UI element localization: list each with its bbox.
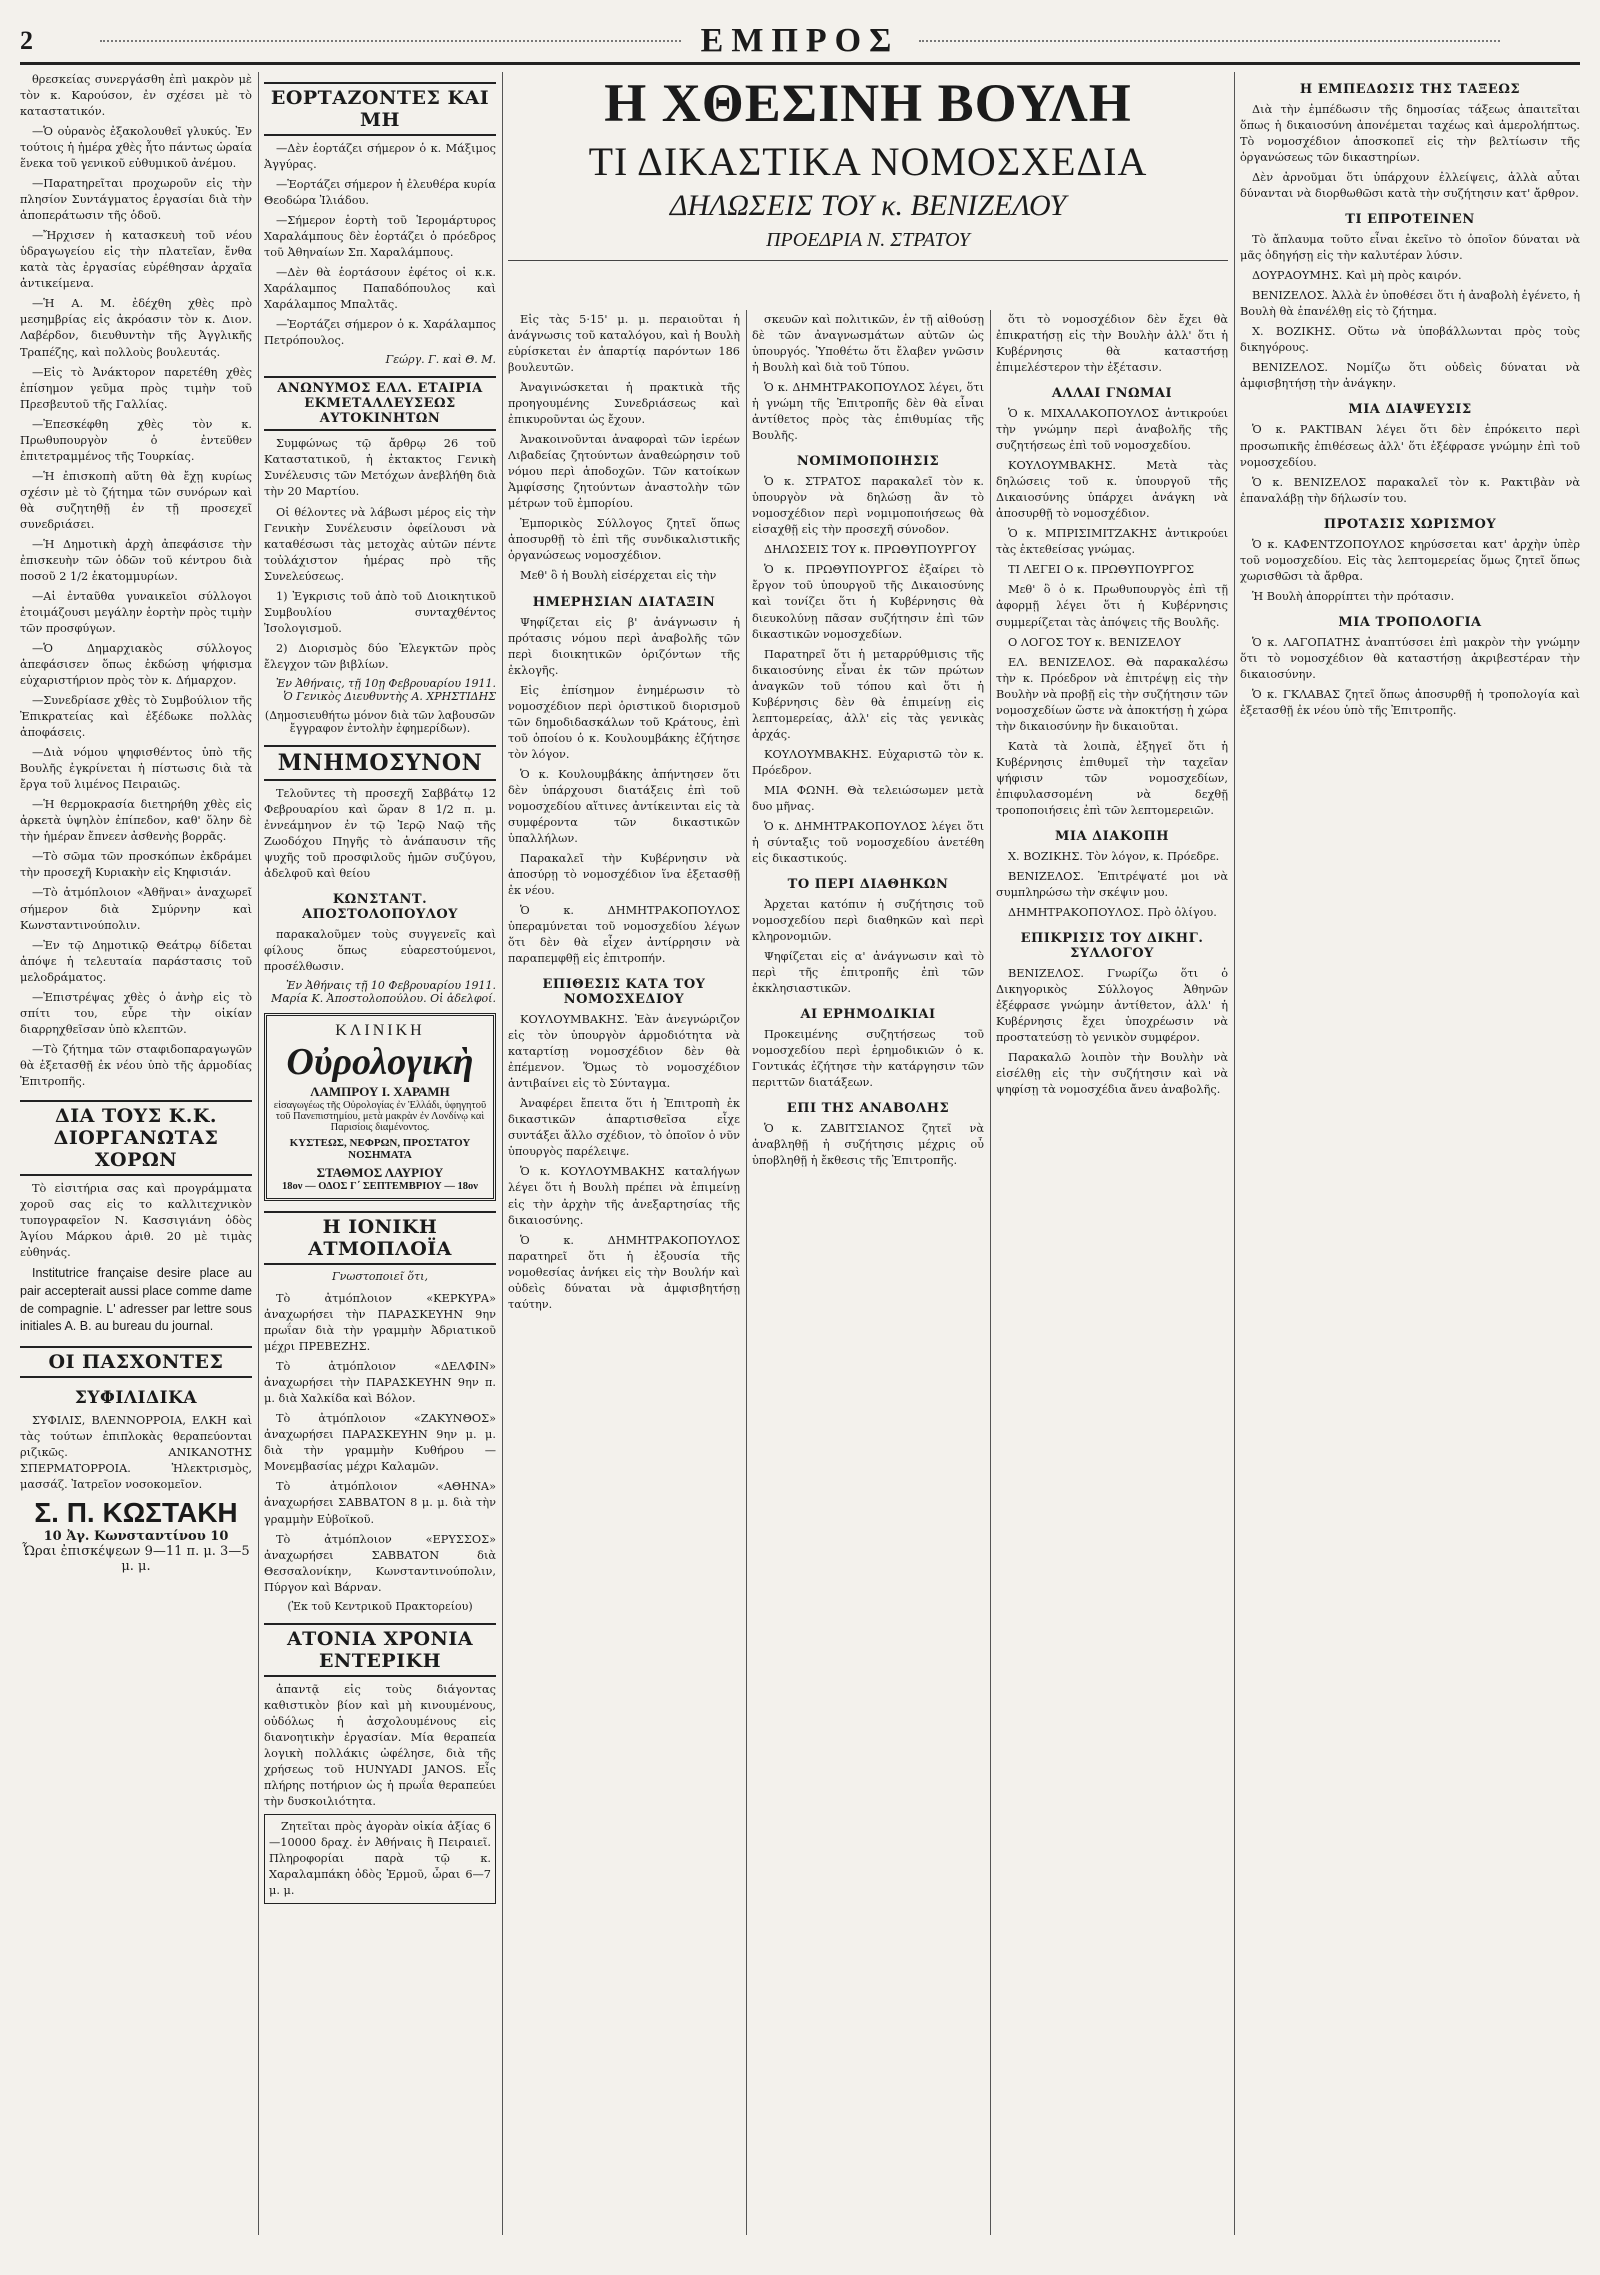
- clinic-label: ΚΛΙΝΙΚΗ: [335, 1022, 425, 1040]
- paragraph: Ὁ κ. ΜΠΡΙΣΙΜΙΤΖΑΚΗΣ ἀντικρούει τὰς ἐκτεθείσας γνώμας.: [996, 527, 1228, 557]
- paragraph: Τὸ ἀτμόπλοιον «ΚΕΡΚΥΡΑ» ἀναχωρήσει τὴν ΠΑΡΑΣΚΕΥΗΝ 9ην πρωΐαν διὰ τὴν γραμμὴν Ἀδριατικοῦ μέχρι ΠΡΕΒΕΖΗΣ.: [264, 1292, 496, 1354]
- parliament-report-part-3: [996, 312, 1228, 1098]
- paragraph: ΚΟΥΛΟΥΜΒΑΚΗΣ. Μετὰ τὰς δηλώσεις τοῦ κ. ὑπουργοῦ τῆς Δικαιοσύνης ὑπάρχει ἀνάγκη νὰ ἀποσυρθῇ τὸ νομοσχέδιον.: [996, 459, 1228, 521]
- section-heading: ΜΙΑ ΔΙΑΚΟΠΗ: [1054, 828, 1170, 844]
- column-1: [20, 72, 252, 2235]
- paragraph: Παρατηρεῖ ὅτι ἡ μεταρρύθμισις τῆς δικαιοσύνης εἶναι ἐκ τῶν πρώτων ἀναγκῶν τοῦ τόπου καὶ ὅτι ἡ Κυβέρνησις δὲν θὰ ἐπιμείνῃ εἰς λεπτομερείας, ἀλλ' εἰς τὰς γενικὰς ἀρχάς.: [752, 647, 984, 741]
- feasts-heading: ΕΟΡΤΑΖΟΝΤΕΣ ΚΑΙ ΜΗ: [264, 82, 496, 136]
- main-headline: Η ΧΘΕΣΙΝΗ ΒΟΥΛΗ: [604, 73, 1132, 133]
- paragraph: —Ἡ ἐπισκοπὴ αὕτη θὰ ἔχῃ κυρίως σχέσιν μὲ τὸ ζήτημα τῶν συνόρων καὶ θὰ συζητηθῇ ἐν τῇ προσεχεῖ συνεδριάσει.: [20, 469, 252, 531]
- ad-hours: Ὧραι ἐπισκέψεων 9—11 π. μ. 3—5 μ. μ.: [22, 1544, 250, 1575]
- paragraph: Κατὰ τὰ λοιπὰ, ἐξηγεῖ ὅτι ἡ Κυβέρνησις ἐπιθυμεῖ τὴν ταχεῖαν ψήφισιν τῶν νομοσχεδίων, ἐπιφυλασσομένη νὰ δεχθῇ τροποποιήσεις ἐπὶ τῶν λεπτομερειῶν.: [996, 739, 1228, 817]
- paragraph: —Ἡ θερμοκρασία διετηρήθη χθὲς εἰς ἀρκετὰ ὑψηλὸν ἐπίπεδον, καθ' ὅλην δὲ τὴν ἡμέραν ἔπνεεν ἀσθενὴς βορρᾶς.: [20, 798, 252, 844]
- company-notice: [264, 436, 496, 672]
- paragraph: Ὁ κ. ΠΡΩΘΥΠΟΥΡΓΟΣ ἐξαίρει τὸ ἔργον τοῦ ὑπουργοῦ τῆς Δικαιοσύνης καὶ τονίζει ὅτι ἡ Κυβέρνησις θὰ διευκολύνῃ πᾶσαν συζήτησιν ἐπὶ τῶν δικαστικῶν νομοσχεδίων.: [752, 563, 984, 641]
- company-note: (Δημοσιευθήτω μόνον διὰ τῶν λαβουσῶν ἔγγραφον ἐντολὴν ἐφημερίδων).: [264, 708, 496, 735]
- paragraph: Ἀναγινώσκεται ἡ πρακτικὰ τῆς προηγουμένης Συνεδριάσεως καὶ ἐπικυροῦνται ὡς ἔχουν.: [508, 381, 740, 427]
- paragraph: —Ἐπεσκέφθη χθὲς τὸν κ. Πρωθυπουργὸν ὁ ἐντεῦθεν ἐπιτετραμμένος τῆς Τουρκίας.: [20, 417, 252, 463]
- paragraph: Ὁ κ. ΒΕΝΙΖΕΛΟΣ παρακαλεῖ τὸν κ. Ρακτιβὰν νὰ ἐπαναλάβῃ τὴν δήλωσίν του.: [1240, 475, 1580, 505]
- paragraph: Ὁ κ. ΔΗΜΗΤΡΑΚΟΠΟΥΛΟΣ λέγει, ὅτι ἡ γνώμη τῆς Ἐπιτροπῆς δὲν θὰ εἶναι ἀντίθετος πρὸς τὰς ἐπιθυμίας τῆς Βουλῆς.: [752, 381, 984, 443]
- paragraph: ΚΟΥΛΟΥΜΒΑΚΗΣ. Εὐχαριστῶ τὸν κ. Πρόεδρον.: [752, 747, 984, 777]
- paragraph: Ὁ κ. ΖΑΒΙΤΣΙΑΝΟΣ ζητεῖ νὰ ἀναβληθῇ ἡ συζήτησις μέχρις οὗ ὑποβληθῇ ἡ ἔκθεσις τῆς Ἐπιτροπῆς.: [752, 1122, 984, 1168]
- paragraph: Ὁ κ. ΔΗΜΗΤΡΑΚΟΠΟΥΛΟΣ λέγει ὅτι ἡ σύνταξις τοῦ νομοσχεδίου ἀνετέθη εἰς δικαστικούς.: [752, 819, 984, 865]
- masthead: [20, 20, 1580, 65]
- ad-address: 10 Ἀγ. Κωνσταντίνου 10: [43, 1529, 229, 1545]
- section-heading: ΕΠΙΘΕΣΙΣ ΚΑΤΑ ΤΟΥ ΝΟΜΟΣΧΕΔΙΟΥ: [542, 977, 706, 1008]
- paragraph: Ο ΛΟΓΟΣ ΤΟΥ κ. ΒΕΝΙΖΕΛΟΥ: [1008, 635, 1181, 649]
- clinic-description: εἰσαγωγέως τῆς Οὐρολογίας ἐν Ἑλλάδι, ὑφηγητοῦ τοῦ Πανεπιστημίου, μετὰ μακρὰν ἐν Λονδίνῳ καὶ Παρισίοις διαμένοντος.: [273, 1100, 487, 1134]
- paragraph: —Εἰς τὸ Ἀνάκτορον παρετέθη χθὲς ἐπίσημον γεῦμα πρὸς τιμὴν τοῦ Πρεσβευτοῦ τῆς Γαλλίας.: [20, 365, 252, 411]
- atony-heading: ΑΤΟΝΙΑ ΧΡΟΝΙΑ ΕΝΤΕΡΙΚΗ: [264, 1623, 496, 1677]
- paragraph: Τὸ ἄπλαυμα τοῦτο εἶναι ἐκεῖνο τὸ ὁποῖον δύναται νὰ μᾶς ὁδηγήσῃ εἰς τὴν καλυτέραν λύσιν.: [1240, 233, 1580, 263]
- section-heading: ΑΛΛΑΙ ΓΝΩΜΑΙ: [1051, 386, 1173, 402]
- paragraph: Ὁ κ. ΜΙΧΑΛΑΚΟΠΟΥΛΟΣ ἀντικρούει τὴν γνώμην περὶ ἀναβολῆς τῆς συζητήσεως ἐπὶ τοῦ νομοσχεδίου.: [996, 407, 1228, 453]
- company-signature: Ἐν Ἀθήναις, τῇ 10ῃ Φεβρουαρίου 1911. Ὁ Γενικὸς Διευθυντὴς Α. ΧΡΗΣΤΙΔΗΣ: [275, 676, 496, 703]
- masthead-rule-left: [100, 40, 681, 42]
- headline-deck: ΔΗΛΩΣΕΙΣ ΤΟΥ κ. ΒΕΝΙΖΕΛΟΥ: [669, 189, 1067, 222]
- paragraph: Ὁ κ. ΚΟΥΛΟΥΜΒΑΚΗΣ καταλήγων λέγει ὅτι ἡ Βουλὴ πρέπει νὰ ἐπιμείνῃ εἰς τὴν ἀρχὴν τῆς ἀνεξαρτησίας τῆς δικαιοσύνης.: [508, 1165, 740, 1227]
- paragraph: ΚΟΥΛΟΥΜΒΑΚΗΣ. Ἐὰν ἀνεγνώριζον εἰς τὸν ὑπουργὸν ἁρμοδιότητα νὰ καταρτίσῃ νομοσχέδιον δὲν θὰ ἐπέμενον. Ὅμως τὸ νομοσχέδιον ἀντιβαίνει εἰς τὸ Σύνταγμα.: [508, 1013, 740, 1091]
- clinic-ad: [264, 1013, 496, 1201]
- paragraph: Οἱ θέλοντες νὰ λάβωσι μέρος εἰς τὴν Γενικὴν Συνέλευσιν ὀφείλουσι νὰ καταθέσωσι τὰς μετοχὰς αὐτῶν πέντε τοὐλάχιστον ἡμέρας πρὸ τῆς Συνελεύσεως.: [264, 505, 496, 583]
- wanted-ad: Ζητεῖται πρὸς ἀγορὰν οἰκία ἀξίας 6—10000 δραχ. ἐν Ἀθήναις ἢ Πειραιεῖ. Πληροφορίαι παρὰ τῷ κ. Χαραλαμπάκη ὁδὸς Ἑρμοῦ, ὧραι 6—7 μ. μ.: [264, 1814, 496, 1904]
- paragraph: Διὰ τὴν ἐμπέδωσιν τῆς δημοσίας τάξεως ἀπαιτεῖται ὅπως ἡ δικαιοσύνη ἀπονέμεται ταχέως καὶ ἀμερολήπτως. Τὸ νομοσχέδιον ἀποσκοπεῖ εἰς τὴν βελτίωσιν τῆς ὀργανώσεως τῶν δικαστηρίων.: [1240, 103, 1580, 165]
- ionian-schedule: [264, 1291, 496, 1596]
- company-heading: ΑΝΩΝΥΜΟΣ ΕΛΛ. ΕΤΑΙΡΙΑ ΕΚΜΕΤΑΛΛΕΥΣΕΩΣ ΑΥΤΟΚΙΝΗΤΩΝ: [264, 376, 496, 431]
- paragraph: Ὁ κ. ΡΑΚΤΙΒΑΝ λέγει ὅτι δὲν ἐπρόκειτο περὶ προσωπικῆς ἐπιθέσεως ἀλλ' ὅτι ἐξέφρασε γνώμην ἐπὶ τοῦ νομοσχεδίου.: [1240, 423, 1580, 469]
- paragraph: Χ. ΒΟΖΙΚΗΣ. Οὕτω νὰ ὑποβάλλωνται πρὸς τοὺς δικηγόρους.: [1240, 325, 1580, 355]
- paragraph: ὅτι τὸ νομοσχέδιον δὲν ἔχει θὰ ἐπικρατήσῃ εἰς τὴν Βουλὴν ἀλλ' ὅτι ἡ Κυβέρνησις θὰ καταστήσῃ ἐπιμελέστερον τὴν ἐξέτασιν.: [996, 313, 1228, 375]
- paragraph: —Τὸ ζήτημα τῶν σταφιδοπαραγωγῶν θὰ ἐξετασθῇ ἐκ νέου ὑπὸ τῆς ἁρμοδίας Ἐπιτροπῆς.: [20, 1042, 252, 1088]
- paragraph: —Ἤρχισεν ἡ κατασκευὴ τοῦ νέου ὑδραγωγείου εἰς τὴν πλατεῖαν, ἔνθα κατὰ τὰς ἐργασίας εὑρέθησαν ἀρχαῖα ἀντικείμενα.: [20, 229, 252, 291]
- memorial-name: ΚΩΝΣΤΑΝΤ. ΑΠΟΣΤΟΛΟΠΟΥΛΟΥ: [302, 892, 458, 922]
- paragraph: ΤΙ ΛΕΓΕΙ Ο κ. ΠΡΩΘΥΠΟΥΡΓΟΣ: [1008, 563, 1195, 577]
- paragraph: θρεσκείας συνεργάσθη ἐπὶ μακρὸν μὲ τὸν κ. Καρούσον, ἐν σχέσει μὲ τὸ καταστατικόν.: [20, 73, 252, 119]
- column-3: [508, 312, 740, 2235]
- section-heading: ΕΠΙΚΡΙΣΙΣ ΤΟΥ ΔΙΚΗΓ. ΣΥΛΛΟΓΟΥ: [1020, 931, 1204, 961]
- notice-text: Τὸ εἰσιτήρια σας καὶ προγράμματα χοροῦ σας εἰς το καλλιτεχνικὸν τυπογραφεῖον Ν. Κασσιγιάνη ὁδὸς Ἁγίου Μάρκου ἀριθ. 20 μὲ τιμὰς εὐθηνάς.: [20, 1181, 252, 1259]
- paragraph: Ὁ κ. ΓΚΛΑΒΑΣ ζητεῖ ὅπως ἀποσυρθῇ ἡ τροπολογία καὶ ἐξετασθῇ ἐκ νέου ὑπὸ τῆς Ἐπιτροπῆς.: [1240, 687, 1580, 717]
- paragraph: ΔΟΥΡΑΟΥΜΗΣ. Καὶ μὴ πρὸς καιρόν.: [1252, 269, 1462, 283]
- ionian-note: (Ἐκ τοῦ Κεντρικοῦ Πρακτορείου): [287, 1599, 473, 1613]
- paragraph: ΕΛ. ΒΕΝΙΖΕΛΟΣ. Θὰ παρακαλέσω τὴν κ. Πρόεδρον νὰ ἐπιτρέψῃ εἰς τὴν Βουλὴν νὰ προβῇ εἰς τὴν συζήτησιν τῶν νομοσχεδίων ὥστε νὰ ἀποκτήσῃ ἡ χώρα τὴν δικαιοσύνην ἣν δικαιοῦται.: [996, 655, 1228, 733]
- paragraph: —Παρατηρεῖται προχωροῦν εἰς τὴν πλησίον Συντάγματος ἐργασίαι διὰ τὴν ἀποπεράτωσιν τῆς ὁδοῦ.: [20, 177, 252, 223]
- section-heading: ΕΠΙ ΤΗΣ ΑΝΑΒΟΛΗΣ: [786, 1101, 950, 1117]
- paragraph: —Ἡ Α. Μ. ἐδέχθη χθὲς πρὸ μεσημβρίας εἰς ἀκρόασιν τὸν κ. Διον. Λαβέρδον, διευθυντὴν τῆς Ἀγγλικῆς Τραπέζης, καὶ πολλοὺς βουλευτάς.: [20, 297, 252, 359]
- paragraph: Ψηφίζεται εἰς α' ἀνάγνωσιν καὶ τὸ περὶ τῆς ἐπιτροπῆς ἐπὶ τῶν ἐκκλησιαστικῶν.: [752, 950, 984, 996]
- paragraph: Τὸ ἀτμόπλοιον «ΕΡΥΣΣΟΣ» ἀναχωρήσει ΣΑΒΒΑΤΟΝ διὰ Θεσσαλονίκην, Κωνσταντινούπολιν, Πύργον καὶ Βάρναν.: [264, 1532, 496, 1594]
- paragraph: Ἡ Βουλὴ ἀπορρίπτει τὴν πρότασιν.: [1252, 589, 1455, 603]
- paragraph: —Τὸ σῶμα τῶν προσκόπων ἐκδράμει τὴν προσεχῆ Κυριακὴν εἰς Κηφισιάν.: [20, 850, 252, 880]
- paragraph: ΒΕΝΙΖΕΛΟΣ. Ἀλλὰ ἐν ὑποθέσει ὅτι ἡ ἀναβολὴ ἐγένετο, ἡ Βουλὴ θὰ ἐπανέλθῃ εἰς τὸ ζήτημα.: [1240, 289, 1580, 319]
- paragraph: 1) Ἐγκρισις τοῦ ἀπὸ τοῦ Διοικητικοῦ Συμβουλίου συνταχθέντος Ἰσολογισμοῦ.: [264, 589, 496, 635]
- ad-text: ΣΥΦΙΛΙΣ, ΒΛΕΝΝΟΡΡΟΙΑ, ΕΛΚΗ καὶ τὰς τούτων ἐπιπλοκὰς θεραπεύονται ριζικῶς. ΑΝΙΚΑΝΟΤΗΣ ΣΠΕΡΜΑΤΟΡΡΟΙΑ. Ἡλεκτρισμὸς, μασσάζ. Ἰατρεῖον νοσοκομεῖον.: [20, 1414, 252, 1492]
- paragraph: Ψηφίζεται εἰς β' ἀνάγνωσιν ἡ πρότασις νόμου περὶ ἀναβολῆς τῶν περὶ διοικητικῶν ὁριζόντων τῆς ἐκλογῆς.: [508, 615, 740, 677]
- paragraph: Μεθ' ὃ ἡ Βουλὴ εἰσέρχεται εἰς τὴν: [520, 569, 717, 583]
- paragraph: 2) Διορισμὸς δύο Ἐλεγκτῶν πρὸς ἔλεγχον τῶν βιβλίων.: [264, 641, 496, 671]
- paragraph: —Δὲν ἑορτάζει σήμερον ὁ κ. Μάξιμος Ἀγγύρας.: [264, 142, 496, 172]
- ionian-subheading: Γνωστοποιεῖ ὅτι,: [332, 1270, 428, 1284]
- paragraph: Ὁ κ. Κουλουμβάκης ἀπήντησεν ὅτι δὲν ὑπάρχουσι διατάξεις ἐπὶ τοῦ νομοσχεδίου αἵτινες ἀντίκεινται εἰς τὰ συμφέροντα τῶν δικαστικῶν ὑπαλλήλων.: [508, 767, 740, 845]
- section-heading: ΤΟ ΠΕΡΙ ΔΙΑΘΗΚΩΝ: [787, 876, 949, 892]
- feasts-list: [264, 141, 496, 349]
- clinic-doctor: ΛΑΜΠΡΟΥ Ι. ΧΑΡΑΜΗ: [310, 1084, 450, 1100]
- paragraph: —Ὁ οὐρανὸς ἐξακολουθεῖ γλυκύς. Ἐν τούτοις ἡ ἡμέρα χθὲς ἦτο πάντως ὡραία ἕνεκα τοῦ γενικοῦ εὐθυμικοῦ ἀνέμου.: [20, 125, 252, 171]
- news-briefs: [20, 72, 252, 1090]
- paragraph: ΔΗΛΩΣΕΙΣ ΤΟΥ κ. ΠΡΩΘΥΠΟΥΡΓΟΥ: [764, 543, 977, 557]
- feasts-signature: Γεώργ. Γ. καὶ Θ. Μ.: [385, 353, 496, 367]
- clinic-name: Οὐρολογικὴ: [286, 1041, 474, 1084]
- parliament-report-part-1: [508, 312, 740, 1313]
- paragraph: Ἀνακοινοῦνται ἀναφοραὶ τῶν ἱερέων Λιβαδείας ζητούντων ἀναθεώρησιν τοῦ νόμου περὶ ἀποδοχῶν. Τῶν κατοίκων Ἀμφίσσης ζητούντων ἀναστολὴν τῶν μέτρων τοῦ ἐμπορίου.: [508, 433, 740, 511]
- paragraph: Εἰς ἐπίσημον ἐνημέρωσιν τὸ νομοσχέδιον περὶ ὁριστικοῦ διορισμοῦ τῶν δημοδιδασκάλων τοῦ Κράτους, ἐπὶ τοῦ ὁποίου ὁ κ. Κουλουμβάκης ἐζήτησε τὸν λόγον.: [508, 683, 740, 761]
- paragraph: Χ. ΒΟΖΙΚΗΣ. Τὸν λόγον, κ. Πρόεδρε.: [1008, 849, 1220, 863]
- column-6: [1240, 72, 1580, 2235]
- paragraph: Ἀρχεται κατόπιν ἡ συζήτησις τοῦ νομοσχεδίου περὶ διαθηκῶν καὶ περὶ κληρονομιῶν.: [752, 897, 984, 944]
- paragraph: —Ἐπιστρέψας χθὲς ὁ ἀνὴρ εἰς τὸ σπίτι του, εὗρε τὴν οἰκίαν διαρρηχθεῖσαν ὑπὸ κλεπτῶν.: [20, 990, 252, 1036]
- section-heading: ΗΜΕΡΗΣΙΑΝ ΔΙΑΤΑΞΙΝ: [532, 594, 716, 610]
- parliament-report-part-2: [752, 312, 984, 1169]
- section-heading-separation: ΠΡΟΤΑΣΙΣ ΧΩΡΙΣΜΟΥ: [1323, 516, 1497, 532]
- paragraph: —Ἑορτάζει σήμερον ὁ κ. Χαράλαμπος Πετρόπουλος.: [264, 318, 496, 348]
- paragraph: ΜΙΑ ΦΩΝΗ. Θὰ τελειώσωμεν μετὰ δυο μῆνας.: [752, 783, 984, 813]
- paragraph: —Συνεδρίασε χθὲς τὸ Συμβούλιον τῆς Ἐπικρατείας καὶ ἐξέδωκε πολλὰς ἀποφάσεις.: [20, 694, 252, 740]
- paragraph: Τὸ ἀτμόπλοιον «ΑΘΗΝΑ» ἀναχωρήσει ΣΑΒΒΑΤΟΝ 8 μ. μ. διὰ τὴν γραμμὴν Εὐβοϊκοῦ.: [264, 1480, 496, 1526]
- paragraph: Προκειμένης συζητήσεως τοῦ νομοσχεδίου περὶ ἐρημοδικιῶν ὁ κ. Γοντικάς ἐζήτησε τὴν κατάργησιν τῶν περιττῶν διατάξεων.: [752, 1028, 984, 1090]
- ad-doctor-name: Σ. Π. ΚΩΣΤΑΚΗ: [34, 1497, 238, 1529]
- paragraph: —Ὁ Δημαρχιακὸς σύλλογος ἀπεφάσισεν ὅπως ἐκδώσῃ ψήφισμα εὐχαριστήριον πρὸς τὸν κ. Δήμαρχον.: [20, 642, 252, 688]
- paragraph: Παρακαλῶ λοιπὸν τὴν Βουλὴν νὰ εἰσέλθῃ εἰς τὴν συζήτησιν καὶ νὰ ψηφίσῃ τὰ νομοσχέδια ἄνευ ἀναβολῆς.: [996, 1051, 1228, 1097]
- memorial-heading: ΜΝΗΜΟΣΥΝΟΝ: [264, 745, 496, 781]
- paragraph: —Δὲν θὰ ἑορτάσουν ἐφέτος οἱ κ.κ. Χαράλαμπος Παπαδόπουλος καὶ Χαράλαμπος Μπαλτᾶς.: [264, 266, 496, 312]
- ad-subheading: ΣΥΦΙΛΙΔΙΚΑ: [74, 1388, 198, 1408]
- paragraph: —Σήμερον ἑορτὴ τοῦ Ἱερομάρτυρος Χαραλάμπους δὲν ἑορτάζει ὁ πρόεδρος τοῦ Ἀθηναίων Σπ. Χαραλάμπους.: [264, 214, 496, 260]
- clinic-station: ΣΤΑΘΜΟΣ ΛΑΥΡΙΟΥ: [316, 1165, 444, 1181]
- paragraph: σκευῶν καὶ πολιτικῶν, ἐν τῇ αἰθούσῃ δὲ τῶν ἀναγνωσμάτων αὐτῶν ὡς ὑπουργός. Ὑποθέτω ὅτι ἔλαβεν γνῶσιν ἡ Βουλὴ καὶ διὰ τοῦ Τύπου.: [752, 313, 984, 375]
- column-5: [996, 312, 1228, 2235]
- paragraph: —Τὸ ἀτμόπλοιον «Ἀθῆναι» ἀναχωρεῖ σήμερον διὰ Σμύρνην καὶ Κωνσταντινούπολιν.: [20, 886, 252, 932]
- headline-subtitle: ΤΙ ΔΙΚΑΣΤΙΚΑ ΝΟΜΟΣΧΕΔΙΑ: [588, 139, 1148, 184]
- section-heading-amendment: ΜΙΑ ΤΡΟΠΟΛΟΓΙΑ: [1338, 614, 1482, 630]
- paragraph: Παρακαλεῖ τὴν Κυβέρνησιν νὰ ἀποσύρῃ τὸ νομοσχέδιον ἵνα ἐξετασθῇ ἐκ νέου.: [508, 851, 740, 897]
- paragraph: Εἰς τὰς 5·15' μ. μ. περαιοῦται ἡ ἀνάγνωσις τοῦ καταλόγου, καὶ ἡ Βουλὴ εὑρίσκεται ἐν ἀπαρτίᾳ παρόντων 186 βουλευτῶν.: [508, 313, 740, 375]
- memorial-text-2: παρακαλοῦμεν τοὺς συγγενεῖς καὶ φίλους ὅπως εὐαρεστούμενοι, προσέλθωσιν.: [264, 928, 496, 974]
- page-number: 2: [20, 26, 33, 55]
- paragraph: Ὁ κ. ΛΑΓΟΠΑΤΗΣ ἀναπτύσσει ἐπὶ μακρὸν τὴν γνώμην ὅτι τὸ νομοσχέδιον θὰ καταστήσῃ ἀκριβεστέραν τὴν δικαιοσύνην.: [1240, 635, 1580, 681]
- paragraph: Τὸ ἀτμόπλοιον «ΖΑΚΥΝΘΟΣ» ἀναχωρήσει ΠΑΡΑΣΚΕΥΗΝ 9ην μ. μ. διὰ τὴν γραμμὴν Κυθήρου — Μονεμβασίας μέχρι Καλαμῶν.: [264, 1412, 496, 1474]
- presidency-line: ΠΡΟΕΔΡΙΑ Ν. ΣΤΡΑΤΟΥ: [508, 229, 1228, 261]
- notice-heading: ΔΙΑ ΤΟΥΣ Κ.Κ. ΔΙΟΡΓΑΝΩΤΑΣ ΧΟΡΩΝ: [20, 1100, 252, 1176]
- paragraph: Ἀναφέρει ἔπειτα ὅτι ἡ Ἐπιτροπὴ ἐκ δικαστικῶν ἀπαρτισθεῖσα εἶχε συντάξει ἄλλο σχέδιον, τὸ ὁποῖον ὁ νῦν ὑπουργὸς παρέλειψε.: [508, 1097, 740, 1159]
- paragraph: —Διὰ νόμου ψηφισθέντος ὑπὸ τῆς Βουλῆς ἐγκρίνεται ἡ πίστωσις διὰ τὰ ἔργα τοῦ λιμένος Πειραιῶς.: [20, 746, 252, 792]
- paragraph: Μεθ' ὃ ὁ κ. Πρωθυπουργὸς ἐπὶ τῇ ἀφορμῇ λέγει ὅτι ἡ Κυβέρνησις συμμερίζεται τὰς ἀπόψεις τῆς Βουλῆς.: [996, 583, 1228, 629]
- section-heading: ΝΟΜΙΜΟΠΟΙΗΣΙΣ: [796, 454, 940, 470]
- section-heading-order: Η ΕΜΠΕΔΩΣΙΣ ΤΗΣ ΤΑΞΕΩΣ: [1299, 82, 1521, 97]
- paragraph: ΒΕΝΙΖΕΛΟΣ. Γνωρίζω ὅτι ὁ Δικηγορικὸς Σύλλογος Ἀθηνῶν ἐξέφρασε γνώμην ἀντίθετον, ἀλλ' ἡ Κυβέρνησις ἔχει ὑποχρέωσιν νὰ προστατεύσῃ τὸ γενικὸν συμφέρον.: [996, 967, 1228, 1045]
- paragraph: Δὲν ἀρνοῦμαι ὅτι ὑπάρχουν ἐλλείψεις, ἀλλὰ αὗται δύνανται νὰ διορθωθῶσι κατὰ τὴν συζήτησιν κατ' ἄρθρον.: [1240, 171, 1580, 201]
- paragraph: Ὁ κ. ΚΑΦΕΝΤΖΟΠΟΥΛΟΣ κηρύσσεται κατ' ἀρχὴν ὑπὲρ τοῦ νομοσχεδίου. Εἰς τὰς λεπτομερείας ὅμως ζητεῖ ὅπως χωρισθῶσι τὰ ἄρθρα.: [1240, 537, 1580, 583]
- paragraph: Ἐμπορικὸς Σύλλογος ζητεῖ ὅπως ἀποσυρθῇ τὸ ἐπὶ τῆς συνδικαλιστικῆς ὀργανώσεως νομοσχέδιον.: [508, 517, 740, 563]
- section-heading-denial: ΜΙΑ ΔΙΑΨΕΥΣΙΣ: [1348, 402, 1472, 418]
- newspaper-page: [20, 20, 1580, 2235]
- paragraph: Ὁ κ. ΔΗΜΗΤΡΑΚΟΠΟΥΛΟΣ ὑπεραμύνεται τοῦ νομοσχεδίου λέγων ὅτι δὲν θὰ εἶχεν ἀντίρρησιν νὰ παραπεμφθῇ εἰς ἐπιτροπήν.: [508, 904, 740, 966]
- clinic-street: 18ον — ΟΔΟΣ Γ΄ ΣΕΠΤΕΜΒΡΙΟΥ — 18ον: [282, 1181, 478, 1193]
- french-classified: Institutrice française desire place au pair accepterait aussi place comme dame de compagnie. L' adresser par lettre sous initiales A. B. au bureau du journal.: [20, 1266, 252, 1334]
- ionian-heading: Η ΙΟΝΙΚΗ ΑΤΜΟΠΛΟΪΑ: [264, 1211, 496, 1265]
- paragraph: —Αἱ ἐνταῦθα γυναικεῖοι σύλλογοι ἐτοιμάζουσι μεγάλην ἑορτὴν πρὸς τιμὴν τῶν προσφύγων.: [20, 589, 252, 635]
- column-2: [264, 72, 496, 2235]
- paragraph: ΒΕΝΙΖΕΛΟΣ. Ἐπιτρέψατέ μοι νὰ συμπληρώσω τὴν σκέψιν μου.: [996, 869, 1228, 899]
- paragraph: —Ἐν τῷ Δημοτικῷ Θεάτρῳ δίδεται ἀπόψε ἡ τελευταία παράστασις τοῦ μελοδράματος.: [20, 938, 252, 984]
- newspaper-name: ΕΜΠΡΟΣ: [700, 22, 900, 59]
- paragraph: —Ἡ Δημοτικὴ ἀρχὴ ἀπεφάσισε τὴν ἐπισκευὴν τῶν ὁδῶν τοῦ κέντρου διὰ ποσοῦ 2 1/2 ἑκατομμυρίων.: [20, 537, 252, 583]
- paragraph: ΔΗΜΗΤΡΑΚΟΠΟΥΛΟΣ. Πρὸ ὀλίγου.: [1008, 905, 1217, 919]
- paragraph: Ὁ κ. ΔΗΜΗΤΡΑΚΟΠΟΥΛΟΣ παρατηρεῖ ὅτι ἡ ἐξουσία τῆς νομοθεσίας ἀνήκει εἰς τὴν Βουλήν καὶ οὐδεὶς δύναται νὰ ἀμφισβητήσῃ ταύτην.: [508, 1233, 740, 1311]
- paragraph: Ὁ κ. ΣΤΡΑΤΟΣ παρακαλεῖ τὸν κ. ὑπουργὸν νὰ δηλώσῃ ἂν τὸ νομοσχέδιον περὶ νομιμοποιήσεως θὰ εἰσαχθῇ εἰς τὴν προσεχῆ σύνοδον.: [752, 475, 984, 537]
- paragraph: Τὸ ἀτμόπλοιον «ΔΕΛΦΙΝ» ἀναχωρήσει τὴν ΠΑΡΑΣΚΕΥΗΝ 9ην π. μ. διὰ Χαλκίδα καὶ Βόλον.: [264, 1360, 496, 1406]
- ad-heading: ΟΙ ΠΑΣΧΟΝΤΕΣ: [20, 1346, 252, 1378]
- column-4: [752, 312, 984, 2235]
- section-heading: ΑΙ ΕΡΗΜΟΔΙΚΙΑΙ: [800, 1007, 936, 1023]
- clinic-specialties: ΚΥΣΤΕΩΣ, ΝΕΦΡΩΝ, ΠΡΟΣΤΑΤΟΥ ΝΟΣΗΜΑΤΑ: [289, 1137, 471, 1162]
- paragraph: ΒΕΝΙΖΕΛΟΣ. Νομίζω ὅτι οὐδεὶς δύναται νὰ ἀμφισβητήσῃ τὴν ἀνάγκην.: [1240, 361, 1580, 391]
- memorial-text: Τελοῦντες τὴ προσεχῆ Σαββάτῳ 12 Φεβρουαρίου καὶ ὥραν 8 1/2 π. μ. ἐννεάμηνον ἐν τῷ Ἱερῷ Ναῷ τῆς Ζωοδόχου Πηγῆς τὸ ἀνάπαυσιν τῆς ψυχῆς τοῦ προσφιλοῦς ἡμῶν συζύγου, ἀδελφοῦ καὶ θείου: [264, 786, 496, 880]
- section-heading-proposal: ΤΙ ΕΠΡΟΤΕΙΝΕΝ: [1345, 212, 1475, 228]
- atony-text: ἀπαντᾷ εἰς τοὺς διάγοντας καθιστικὸν βίον καὶ μὴ κινουμένους, οὐδόλως ἡ ἀσχολουμένους εἰς διανοητικὴν ἐργασίαν. Μία θεραπεία λογικὴ πολλάκις ὠφέλησε, διὰ τῆς χρήσεως τοῦ HUNYADI JANOS. Εἷς πλήρης ποτήριον ὡς ἡ πρωΐα θεραπεύει τὴν δυσκοιλιότητα.: [264, 1682, 496, 1808]
- paragraph: —Ἑορτάζει σήμερον ἡ ἐλευθέρα κυρία Θεοδώρα Ἰλιάδου.: [264, 178, 496, 208]
- paragraph: Συμφώνως τῷ ἄρθρῳ 26 τοῦ Καταστατικοῦ, ἡ ἐκτακτος Γενικὴ Συνέλευσις τῶν Μετόχων ἀνεβλήθη διὰ τὴν 20 Μαρτίου.: [264, 437, 496, 499]
- memorial-signature: Ἐν Ἀθήναις τῇ 10 Φεβρουαρίου 1911. Μαρία Κ. Ἀποστολοπούλου. Οἱ ἀδελφοί.: [271, 979, 496, 1006]
- masthead-rule-right: [919, 40, 1500, 42]
